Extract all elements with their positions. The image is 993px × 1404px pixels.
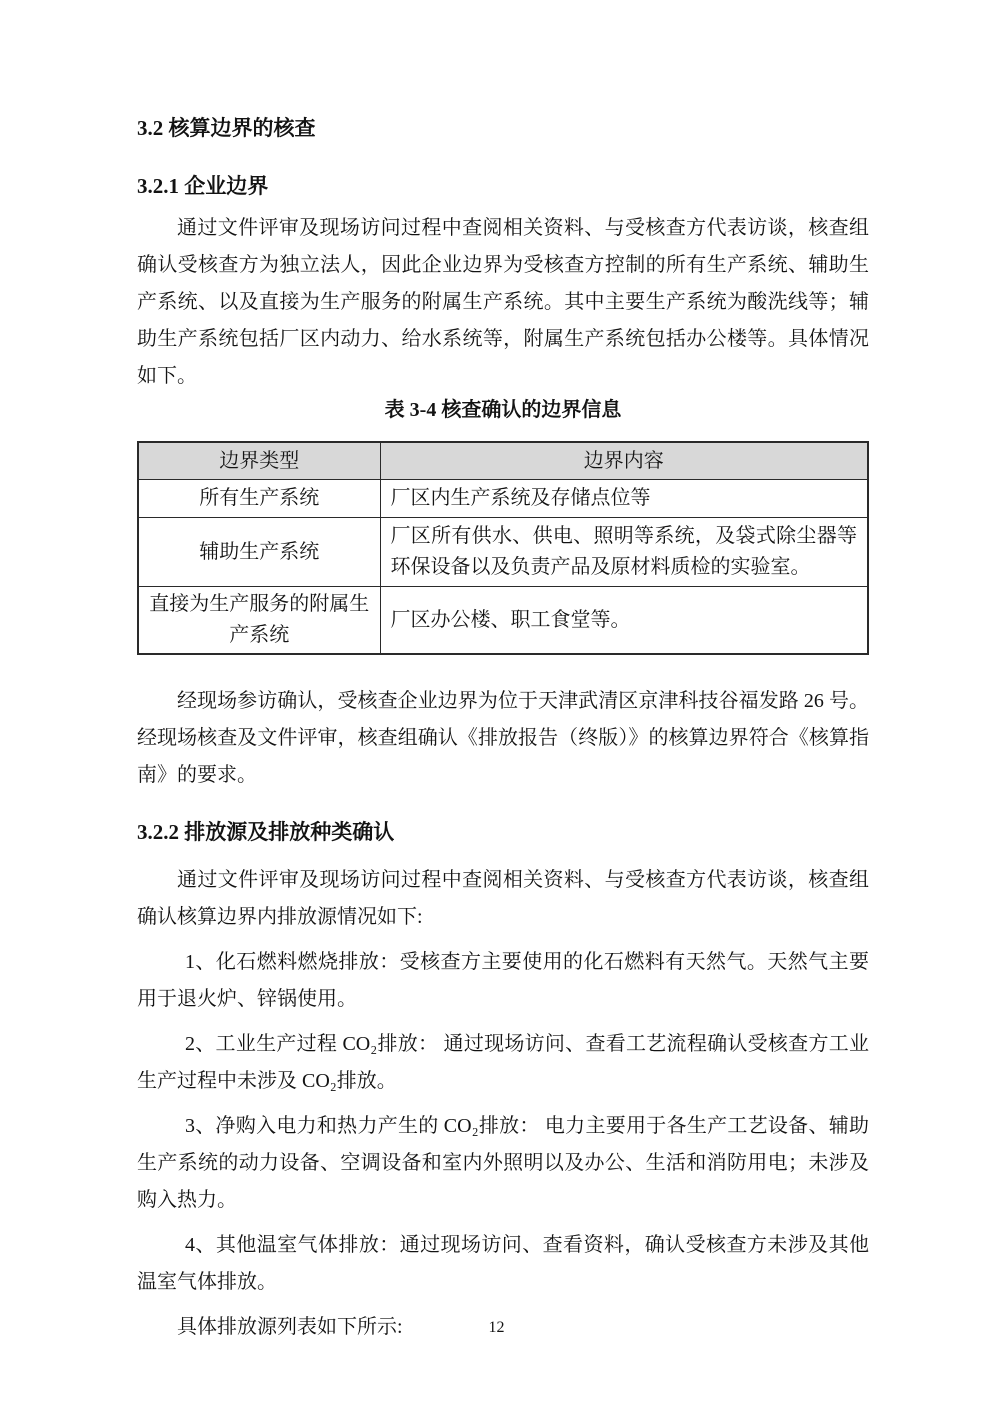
document-content [137, 0, 869, 1346]
paragraph-emission-sources-intro: 通过文件评审及现场访问过程中查阅相关资料、与受核查方代表访谈，核查组确认核算边界内排放源情况如下: [137, 869, 869, 928]
paragraph-site-confirmation: 经现场参访确认，受核查企业边界为位于天津武清区京津科技谷福发路 26 号。经现场核查及文件评审，核查组确认《排放报告（终版）》的核算边界符合《核算指南》的要求。 [137, 690, 869, 786]
table-header-boundary-type: 边界类型 [138, 442, 380, 480]
emission-item-other-ghg: 4、其他温室气体排放：通过现场访问、查看资料，确认受核查方未涉及其他温室气体排放。 [137, 1234, 869, 1293]
page-number: 12 [488, 1319, 505, 1336]
table-cell-content: 厂区所有供水、供电、照明等系统，及袋式除尘器等环保设备以及负责产品及原材料质检的实验室。 [380, 518, 868, 587]
section-heading-3-2-1: 3.2.1 企业边界 [137, 174, 269, 198]
table-caption: 表 3-4 核查确认的边界信息 [384, 399, 622, 421]
table-row [138, 480, 868, 518]
emission-item-industrial-process: 2、工业生产过程 CO₂排放： 通过现场访问、查看工艺流程确认受核查方工业生产过程中未涉及 CO₂排放。 [137, 1033, 869, 1092]
emission-item-fossil-fuel: 1、化石燃料燃烧排放：受核查方主要使用的化石燃料有天然气。天然气主要用于退火炉、锌锅使用。 [137, 951, 869, 1010]
table-header-boundary-content: 边界内容 [380, 442, 868, 480]
section-heading-3-2-2: 3.2.2 排放源及排放种类确认 [137, 820, 395, 844]
table-row [138, 518, 868, 587]
table-cell-type: 辅助生产系统 [138, 518, 380, 587]
table-row [138, 587, 868, 655]
table-cell-content: 厂区办公楼、职工食堂等。 [380, 587, 868, 655]
boundary-info-table [137, 441, 869, 655]
emission-item-purchased-electricity: 3、净购入电力和热力产生的 CO₂排放： 电力主要用于各生产工艺设备、辅助生产系统的动力设备、空调设备和室内外照明以及办公、生活和消防用电；未涉及购入热力。 [137, 1115, 869, 1211]
table-cell-type: 直接为生产服务的附属生产系统 [138, 587, 380, 655]
table-cell-content: 厂区内生产系统及存储点位等 [380, 480, 868, 518]
table-header-row [138, 442, 868, 480]
paragraph-enterprise-boundary: 通过文件评审及现场访问过程中查阅相关资料、与受核查方代表访谈，核查组确认受核查方为独立法人，因此企业边界为受核查方控制的所有生产系统、辅助生产系统、以及直接为生产服务的附属生产系统。其中主要生产系统为酸洗线等；辅助生产系统包括厂区内动力、给水系统等，附属生产系统包括办公楼等。具体情况如下。 [137, 217, 869, 387]
table-cell-type: 所有生产系统 [138, 480, 380, 518]
paragraph-emission-list-lead-in: 具体排放源列表如下所示: [177, 1316, 403, 1338]
section-heading-3-2: 3.2 核算边界的核查 [137, 116, 316, 140]
